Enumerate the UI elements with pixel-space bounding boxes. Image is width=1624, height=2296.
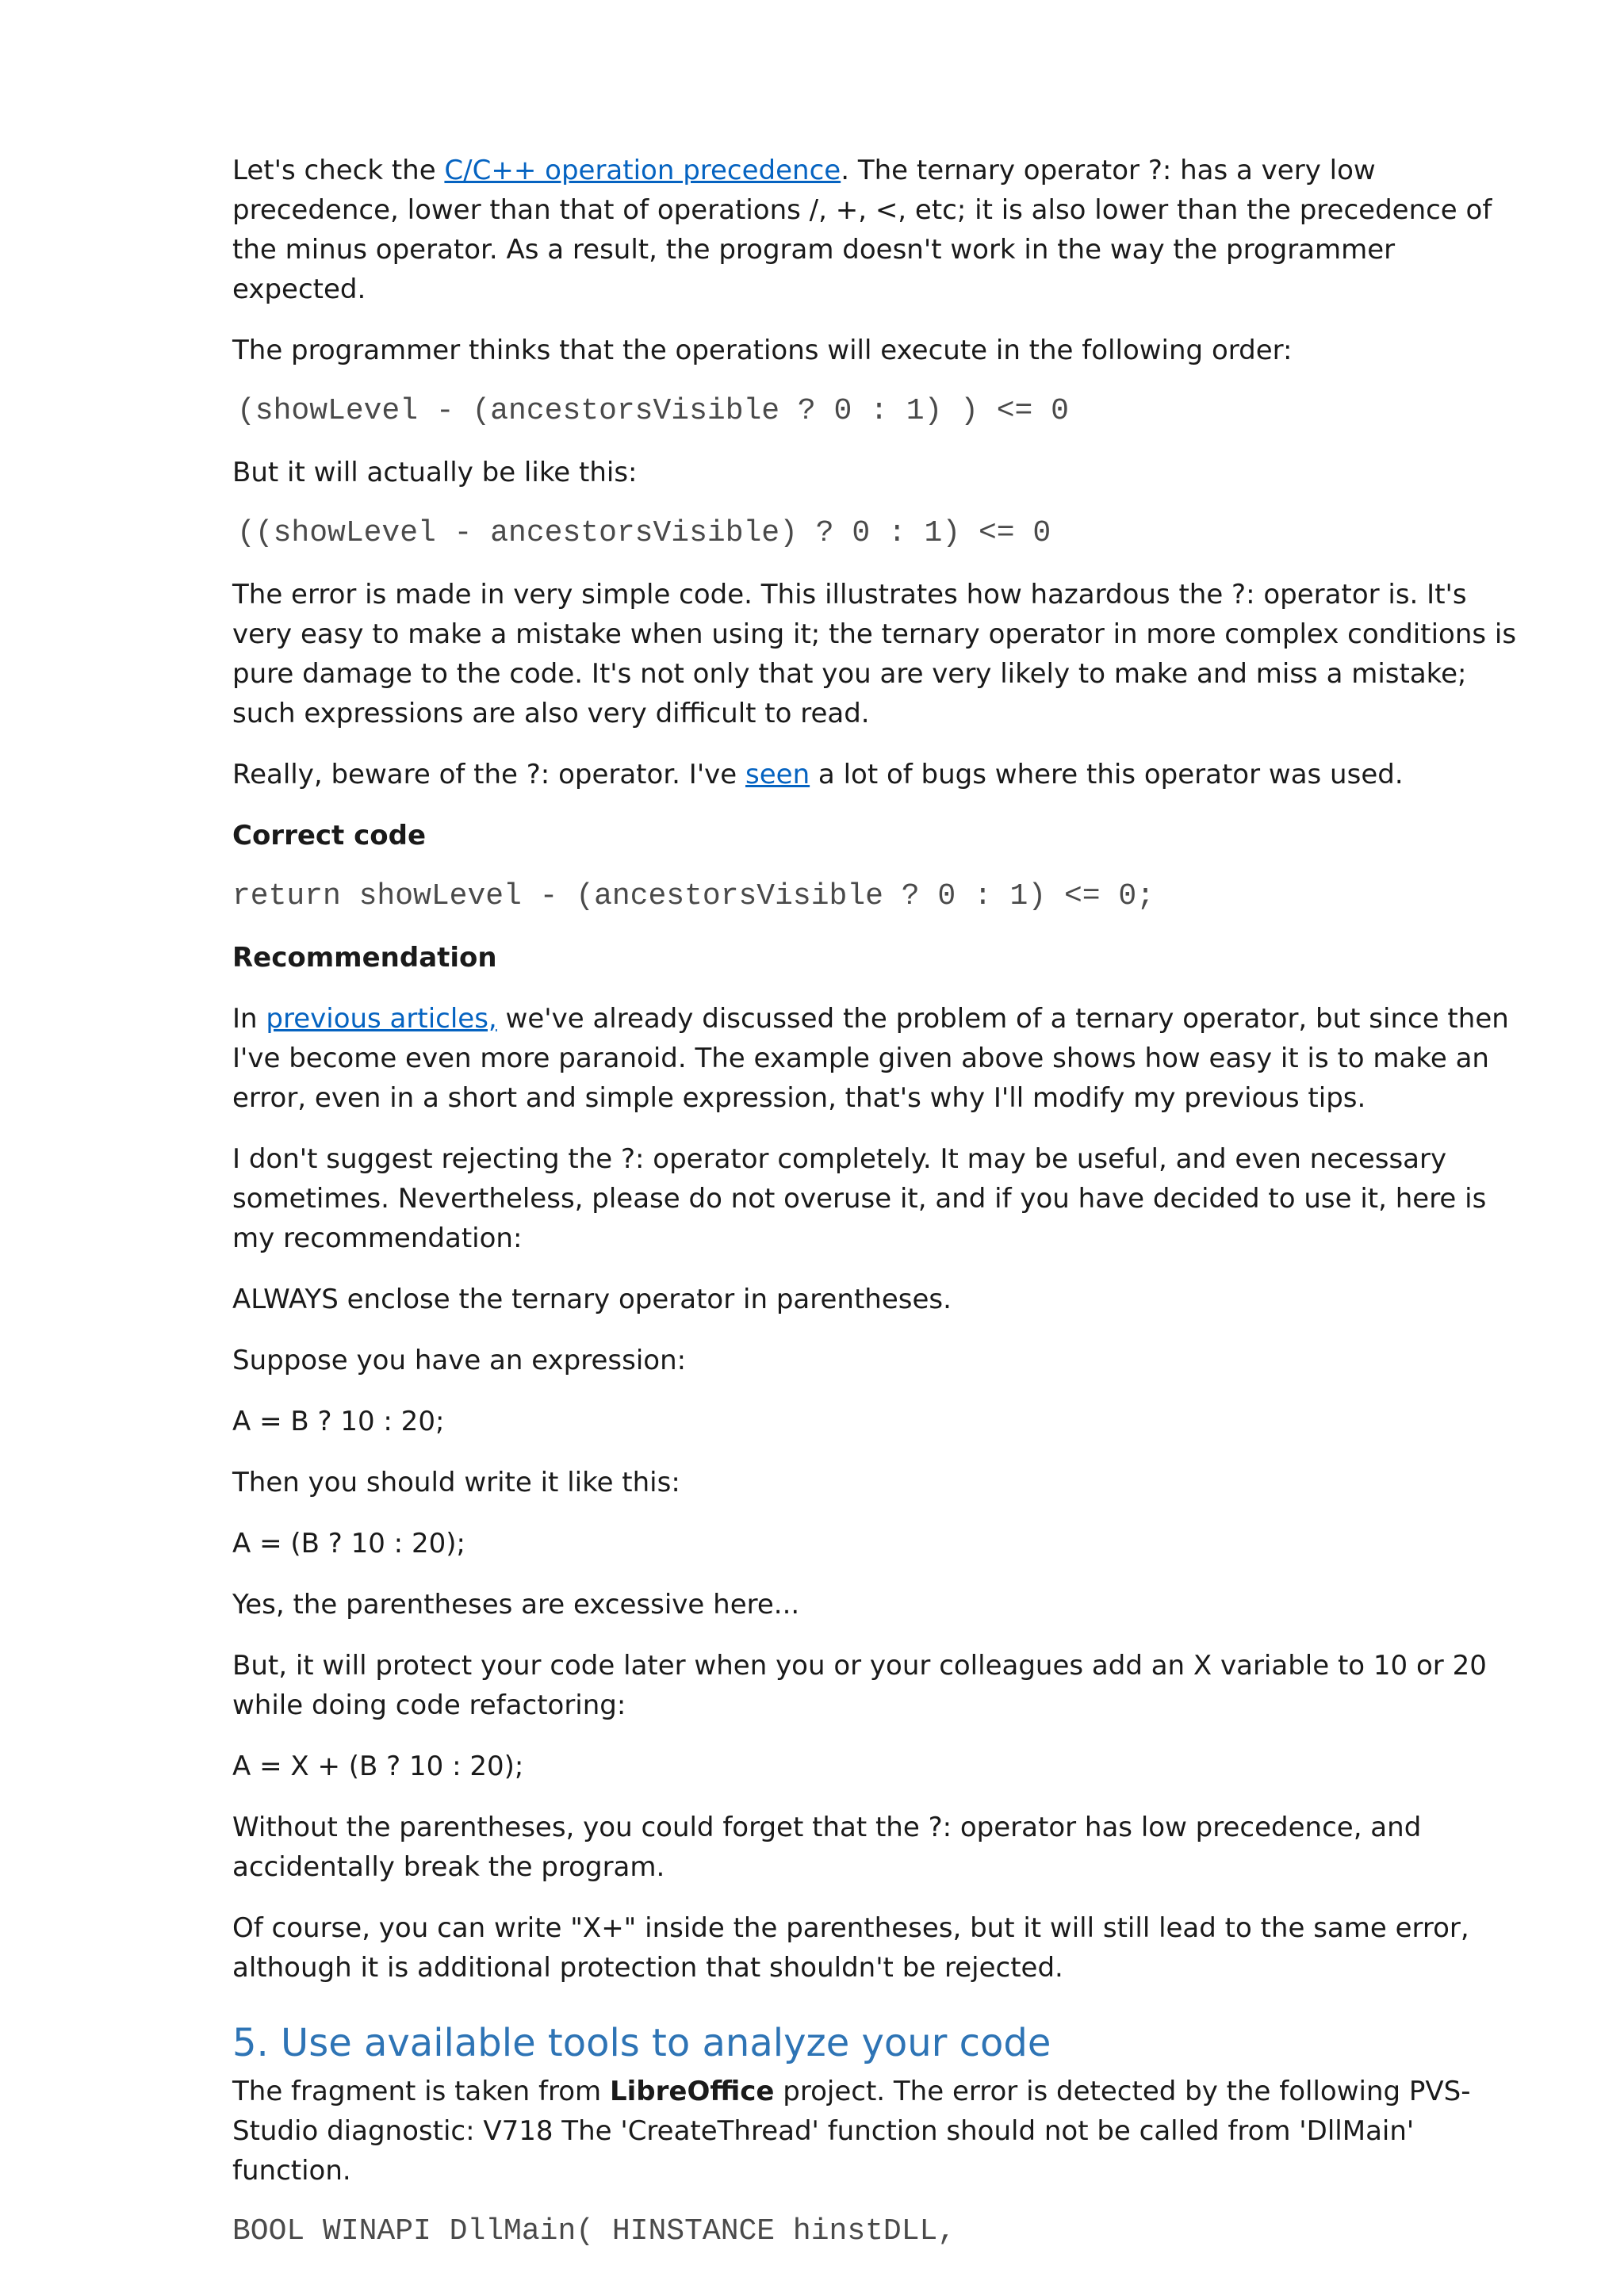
heading-recommendation: Recommendation bbox=[232, 942, 497, 974]
paragraph-precedence: Let's check the C/C++ operation precedence. The ternary operator ?: has a very low precedence, lower than that of operations /, +, <, etc; it is also lower than the precedence of the minus operator. As a result, the program doesn't work in the way the programmer expected. bbox=[232, 155, 1492, 305]
link-previous-articles[interactable]: previous articles, bbox=[266, 1003, 497, 1035]
example-expression-3: A = X + (B ? 10 : 20); bbox=[232, 1751, 524, 1782]
paragraph-excessive: Yes, the parentheses are excessive here... bbox=[232, 1589, 800, 1621]
example-expression-2: A = (B ? 10 : 20); bbox=[232, 1528, 465, 1559]
paragraph-actual-order: But it will actually be like this: bbox=[232, 457, 638, 488]
paragraph-beware: Really, beware of the ?: operator. I've seen a lot of bugs where this operator was used. bbox=[232, 759, 1404, 790]
paragraph-always: ALWAYS enclose the ternary operator in parentheses. bbox=[232, 1284, 952, 1315]
section-heading-tools: 5. Use available tools to analyze your code bbox=[232, 2021, 1051, 2065]
code-expected-order: (showLevel - (ancestorsVisible ? 0 : 1) ) <= 0 bbox=[237, 394, 1069, 428]
paragraph-suppose: Suppose you have an expression: bbox=[232, 1345, 687, 1376]
code-actual-order: ((showLevel - ancestorsVisible) ? 0 : 1) <= 0 bbox=[237, 516, 1051, 550]
code-dllmain: BOOL WINAPI DllMain( HINSTANCE hinstDLL, bbox=[232, 2214, 956, 2248]
paragraph-expected-order: The programmer thinks that the operations will execute in the following order: bbox=[232, 335, 1293, 366]
link-operation-precedence[interactable]: C/C++ operation precedence bbox=[444, 155, 841, 186]
heading-correct-code: Correct code bbox=[232, 820, 427, 851]
link-seen[interactable]: seen bbox=[745, 759, 810, 790]
paragraph-protect: But, it will protect your code later when you or your colleagues add an X variable to 10 or 20 while doing code refactoring: bbox=[232, 1650, 1487, 1721]
paragraph-previous-articles: In previous articles, we've already discussed the problem of a ternary operator, but since then I've become even more paranoid. The example given above shows how easy it is to make an error, even in a short and simple expression, that's why I'll modify my previous tips. bbox=[232, 1003, 1509, 1114]
paragraph-hazard: The error is made in very simple code. This illustrates how hazardous the ?: operator is. It's very easy to make a mistake when using it; the ternary operator in more complex conditions is pure damage to the code. It's not only that you are very likely to make and miss a mistake; such expressions are also very difficult to read. bbox=[232, 579, 1517, 729]
paragraph-suggestion: I don't suggest rejecting the ?: operator completely. It may be useful, and even necessary sometimes. Nevertheless, please do not overuse it, and if you have decided to use it, here is my recommendation: bbox=[232, 1143, 1487, 1254]
project-name: LibreOffice bbox=[609, 2076, 775, 2107]
document-page bbox=[232, 151, 1517, 2273]
paragraph-of-course: Of course, you can write "X+" inside the parentheses, but it will still lead to the same error, although it is additional protection that shouldn't be rejected. bbox=[232, 1912, 1469, 1984]
paragraph-without-parentheses: Without the parentheses, you could forget that the ?: operator has low precedence, and accidentally break the program. bbox=[232, 1812, 1422, 1883]
paragraph-then: Then you should write it like this: bbox=[232, 1467, 680, 1498]
code-correct: return showLevel - (ancestorsVisible ? 0 : 1) <= 0; bbox=[232, 879, 1155, 913]
example-expression-1: A = B ? 10 : 20; bbox=[232, 1406, 445, 1437]
paragraph-libreoffice: The fragment is taken from LibreOffice project. The error is detected by the following PVS-Studio diagnostic: V718 The 'CreateThread' function should not be called from 'DllMain' function. bbox=[232, 2076, 1471, 2187]
